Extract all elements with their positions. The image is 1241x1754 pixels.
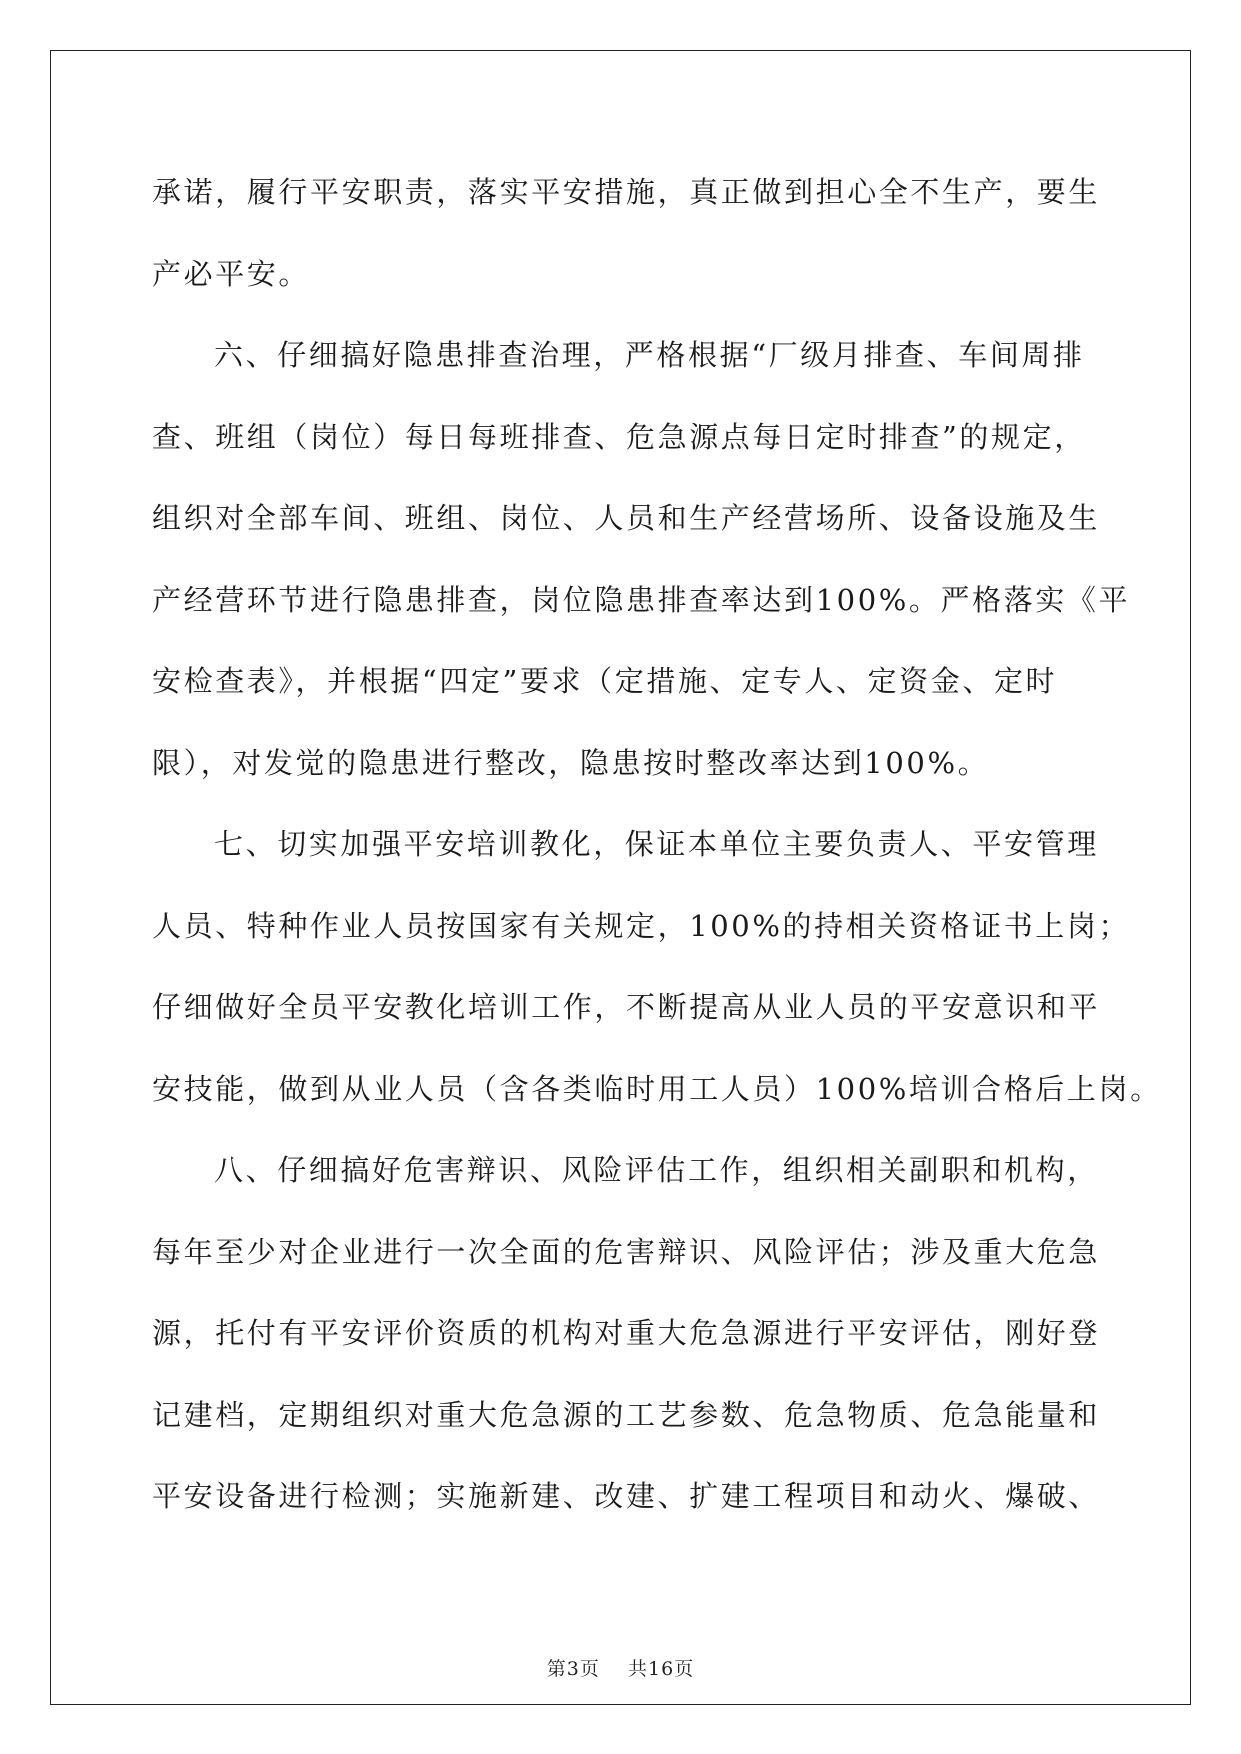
paragraph-first-line: 六、仔细搞好隐患排查治理，严格根据“厂级月排查、车间周排 <box>214 338 1085 372</box>
text-line: 记建档，定期组织对重大危急源的工艺参数、危急物质、危急能量和 <box>152 1397 1101 1432</box>
text-line: 限），对发觉的隐患进行整改，隐患按时整改率达到100%。 <box>152 745 990 780</box>
text-line: 组织对全部车间、班组、岗位、人员和生产经营场所、设备设施及生 <box>152 501 1101 535</box>
text-line: 产经营环节进行隐患排查，岗位隐患排查率达到100%。严格落实《平 <box>152 582 1131 617</box>
text-line: 人员、特种作业人员按国家有关规定，100%的持相关资格证书上岗； <box>152 908 1131 943</box>
paragraph-first-line: 七、切实加强平安培训教化，保证本单位主要负责人、平安管理 <box>214 827 1099 861</box>
paragraph-first-line: 八、仔细搞好危害辩识、风险评估工作，组织相关副职和机构， <box>214 1153 1099 1187</box>
text-line: 安检查表》，并根据“四定”要求（定措施、定专人、定资金、定时 <box>152 664 1058 698</box>
text-line: 安技能，做到从业人员（含各类临时用工人员）100%培训合格后上岗。 <box>152 1071 1162 1106</box>
page-footer <box>0 1654 1241 1681</box>
text-line: 查、班组（岗位）每日每班排查、危急源点每日定时排查”的规定， <box>152 419 1086 454</box>
text-line: 产必平安。 <box>152 256 311 291</box>
text-line: 每年至少对企业进行一次全面的危害辩识、风险评估；涉及重大危急 <box>152 1234 1101 1269</box>
document-body <box>152 162 1162 1548</box>
page-total: 共16页 <box>628 1658 695 1680</box>
text-line: 平安设备进行检测；实施新建、改建、扩建工程项目和动火、爆破、 <box>152 1479 1101 1513</box>
text-line: 承诺，履行平安职责，落实平安措施，真正做到担心全不生产，要生 <box>152 175 1101 209</box>
page-number: 第3页 <box>546 1658 600 1680</box>
text-line: 源，托付有平安评价资质的机构对重大危急源进行平安评估，刚好登 <box>152 1316 1101 1350</box>
text-line: 仔细做好全员平安教化培训工作，不断提高从业人员的平安意识和平 <box>152 990 1101 1024</box>
